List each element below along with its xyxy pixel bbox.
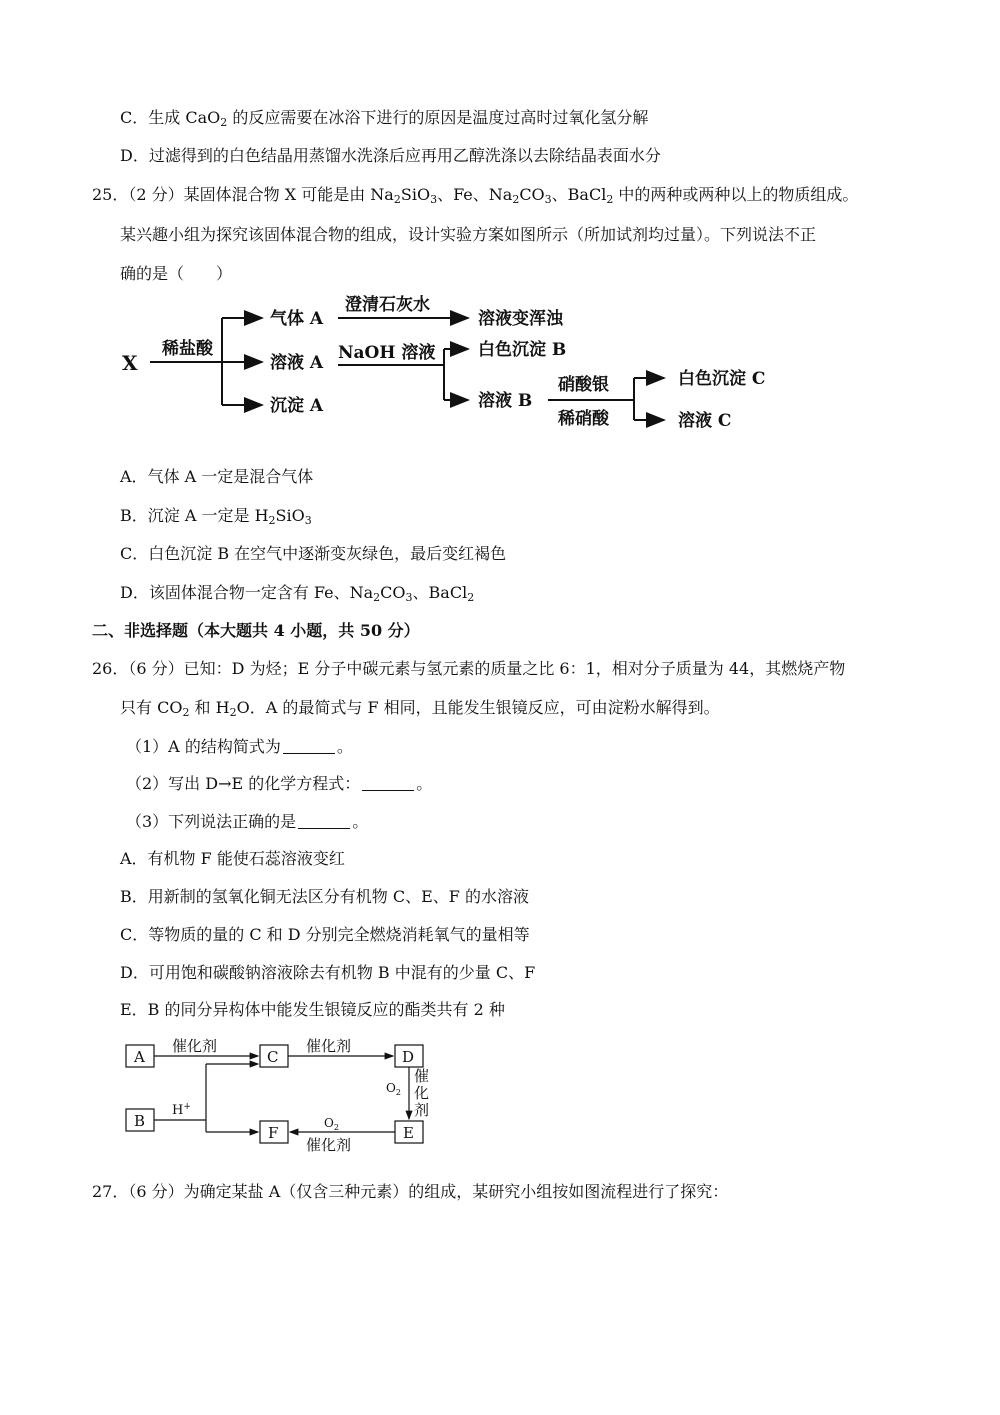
q26-node-f: F xyxy=(268,1124,279,1142)
q25-option-d: D．该固体混合物一定含有 Fe、$Na_2CO_3$、BaCl$_2$ xyxy=(120,583,475,604)
q25-reagent-hno3: 稀硝酸 xyxy=(558,409,609,429)
q26-sub-question-3: （3）下列说法正确的是 。 xyxy=(126,812,369,831)
q26-box-c xyxy=(260,1045,288,1067)
q25-reagent-naoh: NaOH 溶液 xyxy=(338,343,436,363)
q25-node-sol-a: 溶液 A xyxy=(270,353,324,373)
q25-node-gas-a: 气体 A xyxy=(270,309,324,329)
q26-option-c: C．等物质的量的 C 和 D 分别完全燃烧消耗氧气的量相等 xyxy=(120,925,530,944)
section-2-title: 二、非选择题（本大题共 4 小题，共 50 分） xyxy=(92,621,420,640)
q26-box-a xyxy=(126,1045,154,1067)
q25-node-sol-c: 溶液 C xyxy=(678,411,732,431)
q26-box-b xyxy=(126,1109,154,1131)
q26-label-cat-de-3: 剂 xyxy=(414,1101,430,1119)
q25-stem-line2: 某兴趣小组为探究该固体混合物的组成，设计实验方案如图所示（所加试剂均过量）。下列说法不正 xyxy=(120,225,817,244)
q26-label-o2-ef: $O_2$ xyxy=(324,1116,339,1132)
q26-node-a: A xyxy=(134,1048,145,1066)
q26-box-e xyxy=(395,1121,423,1143)
q25-node-turbid: 溶液变浑浊 xyxy=(478,309,563,329)
q26-option-a: A．有机物 F 能使石蕊溶液变红 xyxy=(120,849,345,868)
q26-node-e: E xyxy=(403,1124,414,1142)
q26-sub-question-1: （1）A 的结构简式为 。 xyxy=(126,737,353,756)
q26-node-c: C xyxy=(267,1048,279,1066)
q25-option-c: C．白色沉淀 B 在空气中逐渐变灰绿色，最后变红褐色 xyxy=(120,544,507,563)
q25-node-sol-b: 溶液 B xyxy=(478,391,533,411)
q26-sub-question-2: （2）写出 D→E 的化学方程式： 。 xyxy=(126,774,433,793)
q26-label-cat-ac: 催化剂 xyxy=(172,1037,218,1055)
q25-reagent-hcl: 稀盐酸 xyxy=(162,339,213,359)
q26-stem-line2: 只有 $CO_2$ 和 $H_2O$．A 的最简式与 F 相同，且能发生银镜反应，可由淀粉水解得到。 xyxy=(120,698,720,719)
q26-label-o2-de: $O_2$ xyxy=(386,1081,401,1097)
answer-blank-2[interactable] xyxy=(362,776,414,791)
q25-node-ppt-b: 白色沉淀 B xyxy=(478,340,567,360)
q26-label-cat-de-1: 催 xyxy=(414,1067,430,1085)
q26-label-cat-ef: 催化剂 xyxy=(306,1136,352,1154)
q25-option-b: B．沉淀 A 一定是 $H_2SiO_3$ xyxy=(120,506,312,527)
q25-stem-line1: 25．（2 分）某固体混合物 X 可能是由 $Na_2SiO_3$、Fe、$Na_2CO_3$、BaCl$_2$ 中的两种或两种以上的物质组成。 xyxy=(92,185,859,206)
q25-stem-line3: 确的是（ ） xyxy=(120,264,233,283)
q26-label-hplus: H+ xyxy=(172,1102,191,1118)
q26-stem-line1: 26．（6 分）已知：D 为烃；E 分子中碳元素与氢元素的质量之比 6：1，相对分子质量为 44，其燃烧产物 xyxy=(92,659,846,678)
q25-node-x: X xyxy=(122,351,138,375)
q25-node-ppt-c: 白色沉淀 C xyxy=(678,369,766,389)
q24-option-d: D．过滤得到的白色结晶用蒸馏水洗涤后应再用乙醇洗涤以去除结晶表面水分 xyxy=(120,146,661,165)
q26-node-d: D xyxy=(402,1048,415,1066)
q25-node-ppt-a: 沉淀 A xyxy=(270,396,324,416)
q26-option-d: D．可用饱和碳酸钠溶液除去有机物 B 中混有的少量 C、F xyxy=(120,963,536,982)
q25-reagent-agno3: 硝酸银 xyxy=(558,375,609,395)
q26-node-b: B xyxy=(134,1112,146,1130)
answer-blank-3[interactable] xyxy=(298,814,350,829)
q26-option-b: B．用新制的氢氧化铜无法区分有机物 C、E、F 的水溶液 xyxy=(120,887,529,906)
q25-reagent-lime: 澄清石灰水 xyxy=(345,295,430,315)
q26-label-cat-de-2: 化 xyxy=(414,1084,430,1102)
q26-box-f xyxy=(260,1121,288,1143)
q24-option-c: C．生成 CaO$_2$ 的反应需要在冰浴下进行的原因是温度过高时过氧化氢分解 xyxy=(120,108,649,129)
q26-label-cat-cd: 催化剂 xyxy=(306,1037,352,1055)
q27-stem: 27．（6 分）为确定某盐 A（仅含三种元素）的组成，某研究小组按如图流程进行了探究： xyxy=(92,1182,729,1201)
answer-blank-1[interactable] xyxy=(283,739,335,754)
q26-box-d xyxy=(395,1045,423,1067)
q25-option-a: A．气体 A 一定是混合气体 xyxy=(120,467,314,486)
q26-option-e: E．B 的同分异构体中能发生银镜反应的酯类共有 2 种 xyxy=(120,1000,505,1019)
